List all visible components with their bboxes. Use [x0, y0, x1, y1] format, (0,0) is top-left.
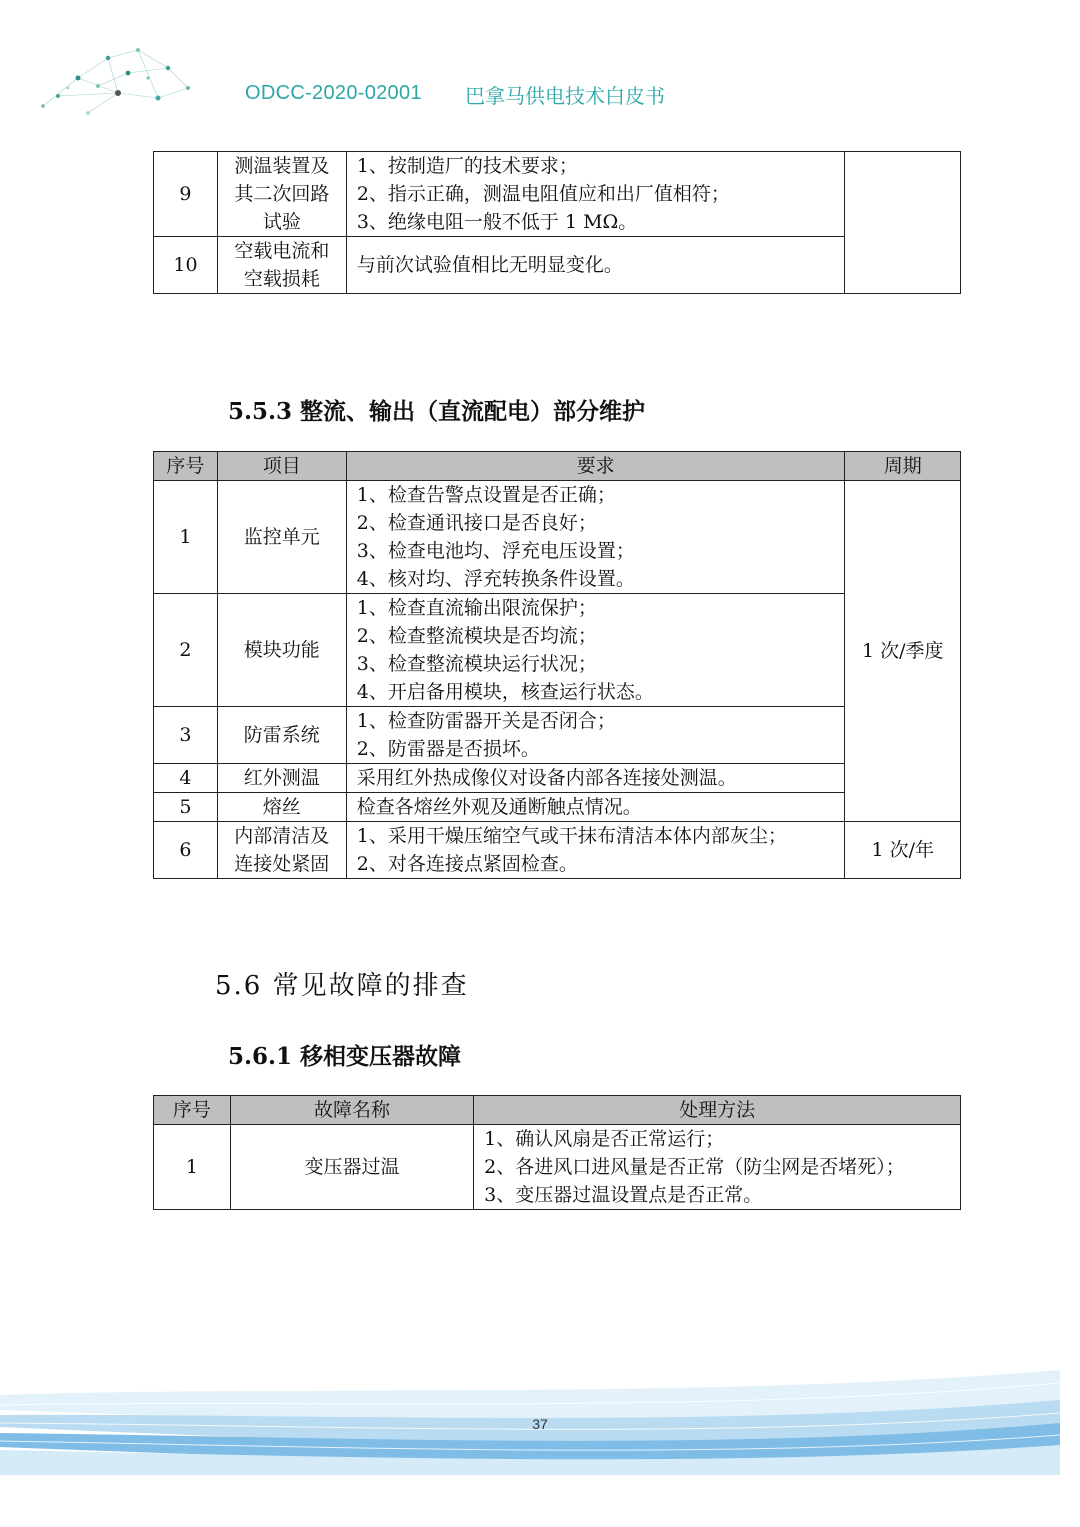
header-fault-name: 故障名称	[230, 1096, 473, 1125]
document-code: ODCC-2020-02001	[245, 82, 422, 104]
page-number: 37	[532, 1416, 548, 1432]
row-number: 6	[154, 822, 218, 879]
row-number: 2	[154, 594, 218, 707]
header-cycle: 周期	[845, 452, 961, 481]
row-number: 3	[154, 707, 218, 764]
row-method: 1、确认风扇是否正常运行； 2、各进风口进风量是否正常（防尘网是否堵死）； 3、变压器过温设置点是否正常。	[474, 1125, 961, 1210]
maintenance-table-continued	[153, 151, 961, 294]
table-row	[154, 1125, 961, 1210]
row-number: 10	[154, 237, 218, 294]
row-item: 防雷系统	[217, 707, 346, 764]
row-requirement: 采用红外热成像仪对设备内部各连接处测温。	[346, 764, 845, 793]
table-row	[154, 594, 961, 707]
row-requirement: 1、检查告警点设置是否正确； 2、检查通讯接口是否良好； 3、检查电池均、浮充电压设置； 4、核对均、浮充转换条件设置。	[346, 481, 845, 594]
row-item: 空载电流和 空载损耗	[217, 237, 346, 294]
table-row	[154, 707, 961, 764]
header-no: 序号	[154, 1096, 231, 1125]
row-requirement: 检查各熔丝外观及通断触点情况。	[346, 793, 845, 822]
network-logo-icon	[38, 38, 198, 128]
cycle-quarterly: 1 次/季度	[845, 481, 961, 822]
row-item: 内部清洁及 连接处紧固	[217, 822, 346, 879]
table-row	[154, 237, 961, 294]
table-row	[154, 764, 961, 793]
cycle-yearly: 1 次/年	[845, 822, 961, 879]
row-requirement: 1、检查直流输出限流保护； 2、检查整流模块是否均流； 3、检查整流模块运行状况； 4、开启备用模块，核查运行状态。	[346, 594, 845, 707]
row-item: 测温装置及 其二次回路 试验	[217, 152, 346, 237]
header-requirement: 要求	[346, 452, 845, 481]
row-requirement: 与前次试验值相比无明显变化。	[346, 237, 845, 294]
row-item: 熔丝	[217, 793, 346, 822]
row-number: 5	[154, 793, 218, 822]
section-heading-5-6-1: 5.6.1 移相变压器故障	[228, 1043, 462, 1070]
header-method: 处理方法	[474, 1096, 961, 1125]
document-title: 巴拿马供电技术白皮书	[465, 84, 665, 108]
section-heading-5-5-3: 5.5.3 整流、输出（直流配电）部分维护	[228, 398, 646, 425]
row-requirement: 1、采用干燥压缩空气或干抹布清洁本体内部灰尘； 2、对各连接点紧固检查。	[346, 822, 845, 879]
row-number: 4	[154, 764, 218, 793]
row-fault-name: 变压器过温	[230, 1125, 473, 1210]
row-requirement: 1、检查防雷器开关是否闭合； 2、防雷器是否损坏。	[346, 707, 845, 764]
row-item: 红外测温	[217, 764, 346, 793]
row-number: 1	[154, 481, 218, 594]
table-header-row	[154, 452, 961, 481]
transformer-fault-table	[153, 1095, 961, 1210]
row-requirement: 1、按制造厂的技术要求； 2、指示正确，测温电阻值应和出厂值相符； 3、绝缘电阻一般不低于 1 MΩ。	[346, 152, 845, 237]
header-no: 序号	[154, 452, 218, 481]
row-cycle	[845, 152, 961, 294]
table-header-row	[154, 1096, 961, 1125]
table-row	[154, 822, 961, 879]
table-row	[154, 793, 961, 822]
row-number: 1	[154, 1125, 231, 1210]
row-item: 模块功能	[217, 594, 346, 707]
section-heading-5-6: 5.6 常见故障的排查	[215, 971, 469, 1001]
table-row	[154, 152, 961, 237]
header-item: 项目	[217, 452, 346, 481]
row-item: 监控单元	[217, 481, 346, 594]
row-number: 9	[154, 152, 218, 237]
rectifier-maintenance-table	[153, 451, 961, 879]
table-row	[154, 481, 961, 594]
